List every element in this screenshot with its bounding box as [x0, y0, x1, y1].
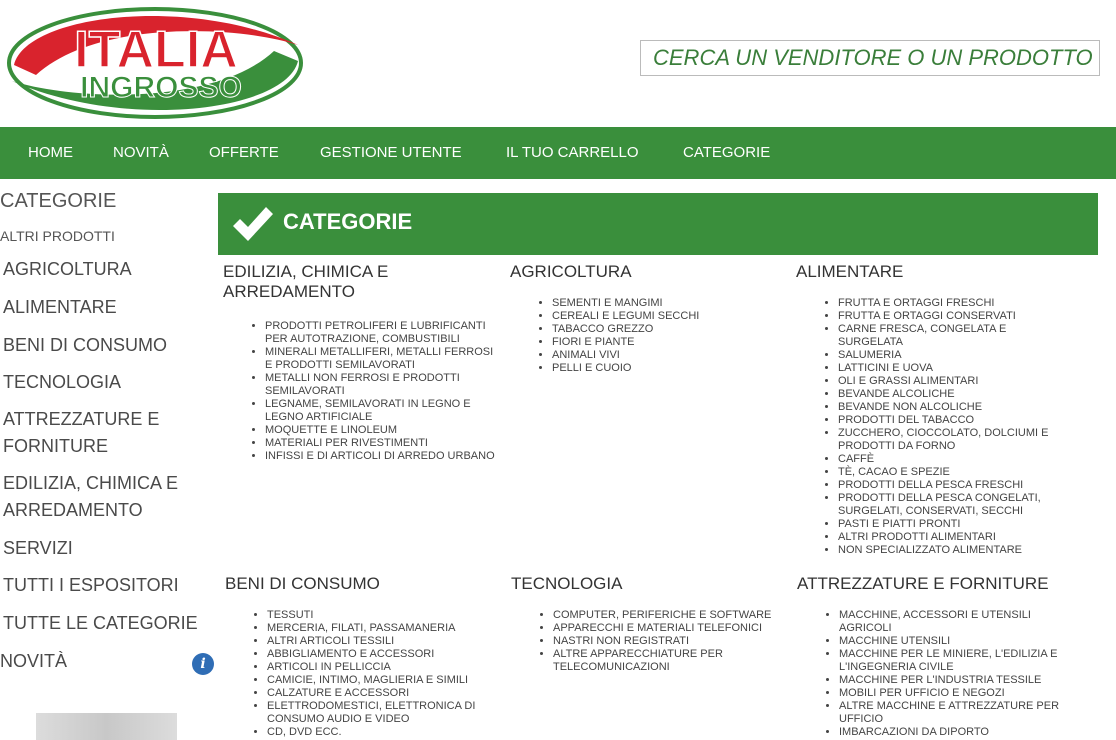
sidebar-item-tutti-espositori[interactable]: TUTTI I ESPOSITORI: [3, 575, 179, 595]
category-item[interactable]: • FIORI E PIANTE: [552, 336, 780, 349]
category-item[interactable]: • ALTRI ARTICOLI TESSILI: [267, 635, 505, 648]
category-item[interactable]: • SEMENTI E MANGIMI: [552, 297, 780, 310]
category-block-beni-di-consumo: [225, 574, 505, 739]
category-item[interactable]: • FRUTTA E ORTAGGI CONSERVATI: [838, 310, 1066, 323]
category-item[interactable]: • CD, DVD ECC.: [267, 726, 505, 739]
category-item[interactable]: • ALTRI PRODOTTI ALIMENTARI: [838, 531, 1066, 544]
category-list: [225, 609, 505, 739]
category-item[interactable]: • SALUMERIA: [838, 349, 1066, 362]
category-item[interactable]: • CARNE FRESCA, CONGELATA E SURGELATA: [838, 323, 1066, 349]
category-item[interactable]: • ALTRE MACCHINE E ATTREZZATURE PER UFFICIO: [839, 700, 1077, 726]
category-item[interactable]: • MACCHINE UTENSILI: [839, 635, 1077, 648]
category-title[interactable]: TECNOLOGIA: [511, 574, 623, 593]
category-item[interactable]: • MACCHINE, ACCESSORI E UTENSILI AGRICOLI: [839, 609, 1077, 635]
sidebar-image-placeholder: [36, 713, 177, 740]
category-item[interactable]: • BEVANDE ALCOLICHE: [838, 388, 1066, 401]
category-title[interactable]: ALIMENTARE: [796, 262, 904, 281]
category-title[interactable]: EDILIZIA, CHIMICA E ARREDAMENTO: [223, 262, 389, 301]
category-item[interactable]: • NASTRI NON REGISTRATI: [553, 635, 791, 648]
category-item[interactable]: • MOQUETTE E LINOLEUM: [265, 424, 503, 437]
sidebar-subtitle[interactable]: ALTRI PRODOTTI: [0, 228, 115, 244]
nav-novita[interactable]: NOVITÀ: [113, 144, 169, 161]
category-item[interactable]: • NON SPECIALIZZATO ALIMENTARE: [838, 544, 1066, 557]
category-item[interactable]: • ARTICOLI IN PELLICCIA: [267, 661, 505, 674]
category-item[interactable]: • CAFFÈ: [838, 453, 1066, 466]
sidebar-item-edilizia[interactable]: EDILIZIA, CHIMICA E ARREDAMENTO: [3, 473, 179, 520]
category-item[interactable]: • CALZATURE E ACCESSORI: [267, 687, 505, 700]
category-item[interactable]: • MACCHINE PER L'INDUSTRIA TESSILE: [839, 674, 1077, 687]
logo-text-italia: ITALIA: [74, 21, 238, 79]
banner-title: CATEGORIE: [283, 209, 413, 234]
category-item[interactable]: • APPARECCHI E MATERIALI TELEFONICI: [553, 622, 791, 635]
category-item[interactable]: • INFISSI E DI ARTICOLI DI ARREDO URBANO: [265, 450, 503, 463]
category-item[interactable]: • METALLI NON FERROSI E PRODOTTI SEMILAVORATI: [265, 372, 503, 398]
sidebar-item-servizi[interactable]: SERVIZI: [3, 538, 73, 558]
category-item[interactable]: • CAMICIE, INTIMO, MAGLIERIA E SIMILI: [267, 674, 505, 687]
category-item[interactable]: • MATERIALI PER RIVESTIMENTI: [265, 437, 503, 450]
category-item[interactable]: • ANIMALI VIVI: [552, 349, 780, 362]
checkmark-icon: [230, 204, 274, 244]
sidebar-item-alimentare[interactable]: ALIMENTARE: [3, 297, 117, 317]
category-list: [223, 320, 503, 463]
logo-text-ingrosso: INGROSSO: [80, 71, 242, 104]
category-title[interactable]: AGRICOLTURA: [510, 262, 632, 281]
category-list: [797, 609, 1077, 739]
category-item[interactable]: • PRODOTTI DELLA PESCA FRESCHI: [838, 479, 1066, 492]
category-item[interactable]: • CEREALI E LEGUMI SECCHI: [552, 310, 780, 323]
category-item[interactable]: • PRODOTTI DELLA PESCA CONGELATI, SURGELATI, CONSERVATI, SECCHI: [838, 492, 1066, 518]
category-item[interactable]: • LEGNAME, SEMILAVORATI IN LEGNO E LEGNO ARTIFICIALE: [265, 398, 503, 424]
nav-gestione-utente[interactable]: GESTIONE UTENTE: [320, 144, 462, 161]
category-list: [511, 609, 791, 674]
main-nav: [0, 127, 1116, 179]
category-item[interactable]: • MOBILI PER UFFICIO E NEGOZI: [839, 687, 1077, 700]
sidebar-item-beni-di-consumo[interactable]: BENI DI CONSUMO: [3, 335, 168, 355]
sidebar-item-attrezzature[interactable]: ATTREZZATURE E FORNITURE: [3, 409, 160, 456]
category-item[interactable]: • ZUCCHERO, CIOCCOLATO, DOLCIUMI E PRODOTTI DA FORNO: [838, 427, 1066, 453]
search-input[interactable]: [640, 40, 1100, 76]
category-item[interactable]: • PELLI E CUOIO: [552, 362, 780, 375]
category-item[interactable]: • OLI E GRASSI ALIMENTARI: [838, 375, 1066, 388]
category-block-alimentare: [796, 262, 1066, 557]
nav-offerte[interactable]: OFFERTE: [209, 144, 279, 161]
category-item[interactable]: • TABACCO GREZZO: [552, 323, 780, 336]
category-item[interactable]: • ELETTRODOMESTICI, ELETTRONICA DI CONSUMO AUDIO E VIDEO: [267, 700, 505, 726]
category-item[interactable]: • PRODOTTI DEL TABACCO: [838, 414, 1066, 427]
category-list: [510, 297, 780, 375]
sidebar-item-tutte-categorie[interactable]: TUTTE LE CATEGORIE: [3, 613, 198, 633]
category-item[interactable]: • IMBARCAZIONI DA DIPORTO: [839, 726, 1077, 739]
category-item[interactable]: • MERCERIA, FILATI, PASSAMANERIA: [267, 622, 505, 635]
category-block-tecnologia: [511, 574, 791, 674]
site-logo[interactable]: [6, 5, 304, 121]
category-item[interactable]: • PASTI E PIATTI PRONTI: [838, 518, 1066, 531]
category-item[interactable]: • TESSUTI: [267, 609, 505, 622]
nav-home[interactable]: HOME: [28, 144, 73, 161]
nav-carrello[interactable]: IL TUO CARRELLO: [506, 144, 639, 161]
sidebar-title: CATEGORIE: [0, 190, 117, 212]
category-item[interactable]: • LATTICINI E UOVA: [838, 362, 1066, 375]
category-item[interactable]: • TÈ, CACAO E SPEZIE: [838, 466, 1066, 479]
sidebar-novita-title: NOVITÀ: [0, 651, 68, 671]
sidebar-item-tecnologia[interactable]: TECNOLOGIA: [3, 372, 122, 392]
category-item[interactable]: • PRODOTTI PETROLIFERI E LUBRIFICANTI PER AUTOTRAZIONE, COMBUSTIBILI: [265, 320, 503, 346]
category-title[interactable]: ATTREZZATURE E FORNITURE: [797, 574, 1049, 593]
category-item[interactable]: • MACCHINE PER LE MINIERE, L'EDILIZIA E L'INGEGNERIA CIVILE: [839, 648, 1077, 674]
category-item[interactable]: • FRUTTA E ORTAGGI FRESCHI: [838, 297, 1066, 310]
categories-banner: [218, 193, 1098, 255]
category-item[interactable]: • BEVANDE NON ALCOLICHE: [838, 401, 1066, 414]
category-item[interactable]: • ALTRE APPARECCHIATURE PER TELECOMUNICAZIONI: [553, 648, 791, 674]
category-title[interactable]: BENI DI CONSUMO: [225, 574, 380, 593]
category-block-edilizia: [223, 262, 503, 463]
category-block-attrezzature: [797, 574, 1077, 739]
category-item[interactable]: • ABBIGLIAMENTO E ACCESSORI: [267, 648, 505, 661]
info-icon[interactable]: i: [192, 653, 214, 675]
category-block-agricoltura: [510, 262, 780, 375]
nav-categorie[interactable]: CATEGORIE: [683, 144, 771, 161]
category-item[interactable]: • COMPUTER, PERIFERICHE E SOFTWARE: [553, 609, 791, 622]
sidebar-item-agricoltura[interactable]: AGRICOLTURA: [3, 259, 132, 279]
category-list: [796, 297, 1066, 557]
category-item[interactable]: • MINERALI METALLIFERI, METALLI FERROSI E PRODOTTI SEMILAVORATI: [265, 346, 503, 372]
